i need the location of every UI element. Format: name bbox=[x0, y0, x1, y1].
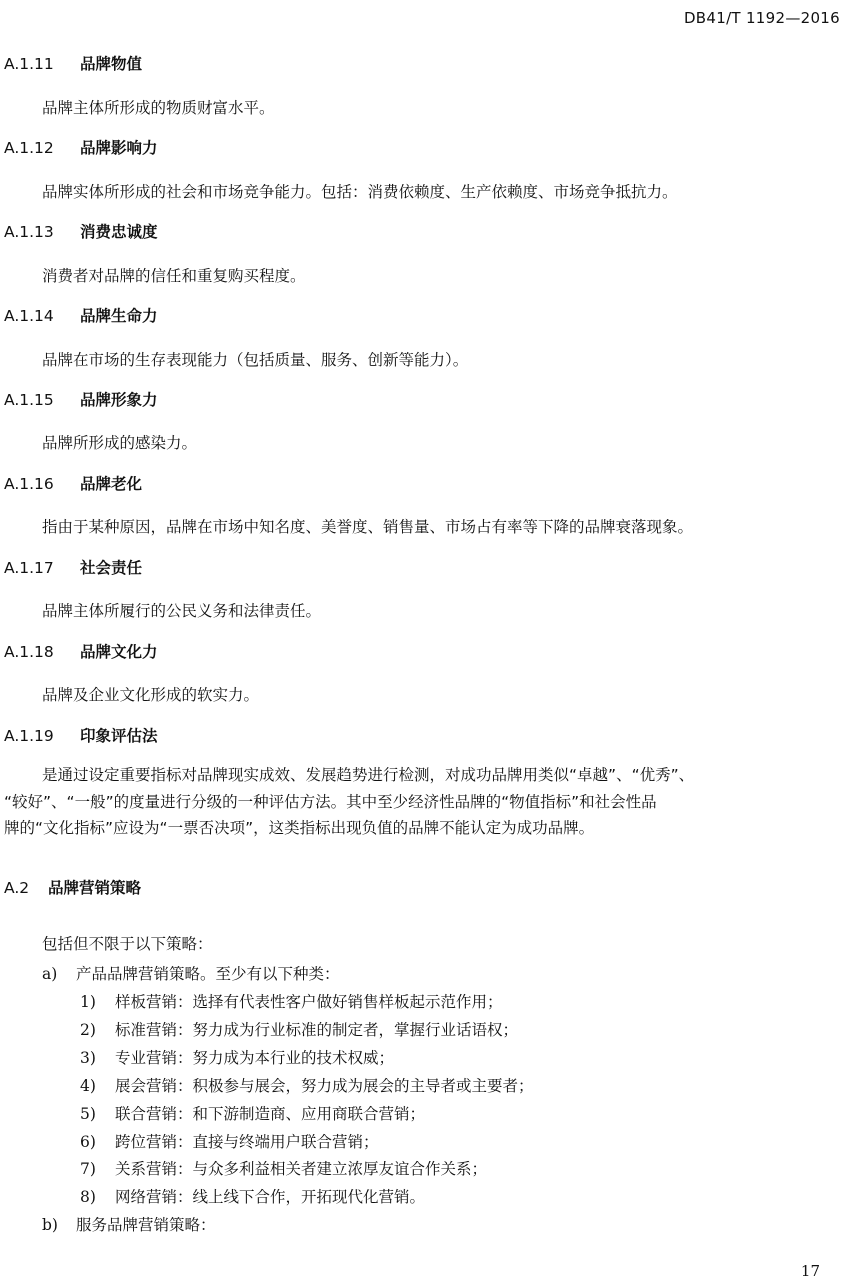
paragraph-line: 是通过设定重要指标对品牌现实成效、发展趋势进行检测，对成功品牌用类似“卓越”、“优秀”、 bbox=[42, 766, 695, 784]
sub-list-item bbox=[80, 1130, 379, 1152]
term-number: A.1.11 bbox=[4, 55, 54, 73]
list-item-text: 联合营销：和下游制造商、应用商联合营销； bbox=[115, 1105, 426, 1123]
page-number: 17 bbox=[800, 1262, 820, 1280]
list-marker: 7) bbox=[80, 1160, 96, 1178]
term-title: 品牌文化力 bbox=[80, 643, 158, 661]
term-number: A.1.18 bbox=[4, 643, 54, 661]
sub-list-item bbox=[80, 1074, 534, 1096]
term-number: A.1.15 bbox=[4, 391, 54, 409]
standard-code-header: DB41/T 1192—2016 bbox=[683, 9, 840, 27]
term-heading bbox=[4, 388, 158, 410]
section-heading bbox=[4, 876, 141, 898]
term-definition: 品牌及企业文化形成的软实力。 bbox=[42, 686, 260, 704]
term-definition: 品牌主体所履行的公民义务和法律责任。 bbox=[42, 602, 322, 620]
term-definition: 品牌所形成的感染力。 bbox=[42, 434, 198, 452]
term-title: 品牌形象力 bbox=[80, 391, 158, 409]
list-item-text: 标准营销：努力成为行业标准的制定者，掌握行业话语权； bbox=[115, 1021, 519, 1039]
list-item-text: 服务品牌营销策略： bbox=[76, 1216, 216, 1234]
paragraph-line: “较好”、“一般”的度量进行分级的一种评估方法。其中至少经济性品牌的“物值指标”和社会性品 bbox=[4, 792, 657, 811]
list-marker: 6) bbox=[80, 1133, 96, 1151]
list-item-text: 网络营销：线上线下合作，开拓现代化营销。 bbox=[115, 1188, 426, 1206]
term-number: A.1.14 bbox=[4, 307, 54, 325]
list-item-text: 跨位营销：直接与终端用户联合营销； bbox=[115, 1133, 379, 1151]
term-definition: 消费者对品牌的信任和重复购买程度。 bbox=[42, 267, 306, 285]
section-title: 品牌营销策略 bbox=[48, 879, 142, 897]
impression-method-definition bbox=[4, 762, 846, 842]
sub-list-item bbox=[80, 1102, 425, 1124]
term-title: 社会责任 bbox=[80, 559, 143, 577]
term-heading bbox=[4, 556, 142, 578]
list-marker: 5) bbox=[80, 1105, 96, 1123]
term-definition: 品牌主体所形成的物质财富水平。 bbox=[42, 99, 275, 117]
term-definition: 品牌在市场的生存表现能力（包括质量、服务、创新等能力）。 bbox=[42, 351, 469, 369]
list-marker: 3) bbox=[80, 1049, 96, 1067]
term-heading bbox=[4, 724, 158, 746]
term-title: 品牌生命力 bbox=[80, 307, 158, 325]
list-item-text: 关系营销：与众多利益相关者建立浓厚友谊合作关系； bbox=[115, 1160, 488, 1178]
term-definition: 品牌实体所形成的社会和市场竞争能力。包括：消费依赖度、生产依赖度、市场竞争抵抗力。 bbox=[42, 183, 678, 201]
term-title: 消费忠诚度 bbox=[80, 223, 158, 241]
term-number: A.1.19 bbox=[4, 727, 54, 745]
sub-list-item bbox=[80, 1157, 487, 1179]
list-item-text: 展会营销：积极参与展会，努力成为展会的主导者或主要者； bbox=[115, 1077, 534, 1095]
list-item-text: 专业营销：努力成为本行业的技术权威； bbox=[115, 1049, 395, 1067]
term-heading bbox=[4, 640, 158, 662]
list-marker: a) bbox=[42, 965, 58, 983]
term-title: 品牌影响力 bbox=[80, 139, 158, 157]
term-number: A.1.17 bbox=[4, 559, 54, 577]
list-item-text: 产品品牌营销策略。至少有以下种类： bbox=[76, 965, 340, 983]
sub-list-item bbox=[80, 1018, 518, 1040]
term-number: A.1.12 bbox=[4, 139, 54, 157]
term-heading bbox=[4, 136, 158, 158]
list-marker: 4) bbox=[80, 1077, 96, 1095]
sub-list-item bbox=[80, 1185, 425, 1207]
list-item-text: 样板营销：选择有代表性客户做好销售样板起示范作用； bbox=[115, 993, 503, 1011]
term-heading bbox=[4, 304, 158, 326]
list-marker: 8) bbox=[80, 1188, 96, 1206]
term-title: 品牌老化 bbox=[80, 475, 143, 493]
term-heading bbox=[4, 52, 142, 74]
sub-list-item bbox=[80, 1046, 394, 1068]
list-marker: 1) bbox=[80, 993, 96, 1011]
list-marker: 2) bbox=[80, 1021, 96, 1039]
term-title: 品牌物值 bbox=[80, 55, 143, 73]
term-number: A.1.16 bbox=[4, 475, 54, 493]
section-intro: 包括但不限于以下策略： bbox=[42, 935, 213, 953]
term-definition: 指由于某种原因，品牌在市场中知名度、美誉度、销售量、市场占有率等下降的品牌衰落现象。 bbox=[42, 518, 694, 536]
term-heading bbox=[4, 220, 158, 242]
paragraph-line: 牌的“文化指标”应设为“一票否决项”，这类指标出现负值的品牌不能认定为成功品牌。 bbox=[4, 819, 595, 837]
list-item-a bbox=[42, 962, 340, 984]
list-marker: b) bbox=[42, 1216, 58, 1234]
section-number: A.2 bbox=[4, 879, 30, 897]
term-title: 印象评估法 bbox=[80, 727, 158, 745]
term-number: A.1.13 bbox=[4, 223, 54, 241]
list-item-b bbox=[42, 1213, 216, 1235]
term-heading bbox=[4, 472, 142, 494]
sub-list-item bbox=[80, 990, 503, 1012]
